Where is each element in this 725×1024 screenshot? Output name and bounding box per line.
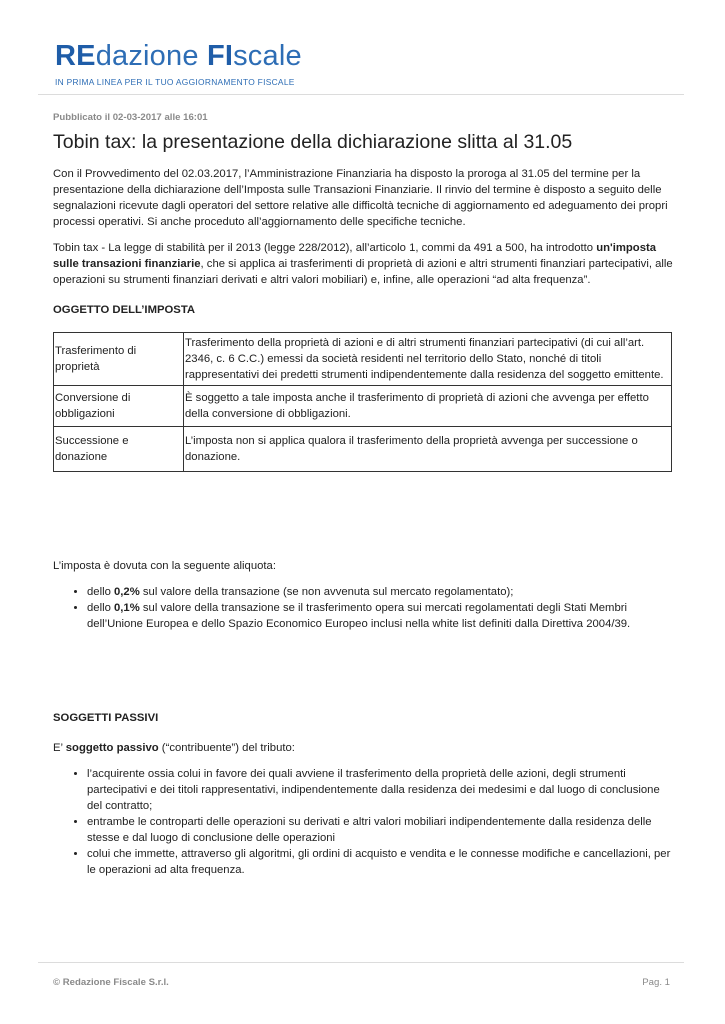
spacer — [53, 642, 673, 696]
site-logo[interactable] — [55, 40, 302, 90]
tobin-tax-paragraph: Tobin tax - La legge di stabilità per il 2013 (legge 228/2012), all’articolo 1, commi da 491 a 500, ha introdotto un'imposta sulle transazioni finanziarie, che si applica ai trasferimenti di proprietà di azioni e altri strumenti finanziari partecipativi, alle operazioni su strumenti finanziari derivati e altri valori mobiliari) e, infine, alle operazioni “ad alta frequenza”. — [53, 242, 673, 286]
list-item: • l’acquirente ossia colui in favore dei quali avviene il trasferimento della proprietà delle azioni, degli strumenti partecipativi e dei titoli rappresentativi, indipendentemente dalla residenza dei medesimi e dal luogo di conclusione del contratto; — [87, 766, 673, 814]
section-heading-soggetti: SOGGETTI PASSIVI — [53, 712, 159, 724]
table-value: Trasferimento della proprietà di azioni e di altri strumenti finanziari partecipativi (di cui all’art. 2346, c. 6 C.C.) emessi da società residenti nel territorio dello Stato, nonché di titoli rappresentativi dei predetti strumenti indipendentemente dalla residenza del soggetto emittente. — [184, 333, 672, 386]
article — [53, 110, 673, 888]
passive-intro: E’ soggetto passivo (“contribuente”) del tributo: — [53, 742, 295, 754]
logo-tagline: IN PRIMA LINEA PER IL TUO AGGIORNAMENTO FISCALE — [55, 77, 295, 87]
list-item: • dello 0,1% sul valore della transazione se il trasferimento opera sui mercati regolamentati degli Stati Membri dell’Unione Europea e dello Spazio Economico Europeo inclusi nella white list definiti dalla Direttiva 2004/39. — [87, 600, 673, 632]
table-key: Conversione di obbligazioni — [54, 386, 184, 427]
passive-list — [53, 766, 673, 878]
page-number: Pag. 1 — [642, 977, 670, 988]
table-value: L’imposta non si applica qualora il trasferimento della proprietà avvenga per successione o donazione. — [184, 427, 672, 472]
table-row — [54, 333, 672, 386]
logo-wordmark: REdazione FIscale — [55, 40, 302, 72]
rate-intro: L’imposta è dovuta con la seguente aliquota: — [53, 560, 276, 572]
section-heading-oggetto: OGGETTO DELL’IMPOSTA — [53, 304, 196, 316]
table-row — [54, 386, 672, 427]
footer-divider — [38, 962, 684, 963]
table-key: Trasferimento di proprietà — [54, 333, 184, 386]
table-key: Successione e donazione — [54, 427, 184, 472]
header-divider — [38, 94, 684, 95]
table-row — [54, 427, 672, 472]
list-item: • colui che immette, attraverso gli algoritmi, gli ordini di acquisto e vendita e le connesse modifiche e cancellazioni, per le operazioni ad alta frequenza. — [87, 846, 673, 878]
table-value: È soggetto a tale imposta anche il trasferimento di proprietà di azioni che avvenga per effetto della conversione di obbligazioni. — [184, 386, 672, 427]
page-footer — [53, 975, 670, 991]
publish-date: Pubblicato il 02-03-2017 alle 16:01 — [53, 112, 208, 123]
list-item: • entrambe le controparti delle operazioni su derivati e altri valori mobiliari indipendentemente dalla residenza delle stesse e dal luogo di conclusione delle operazioni — [87, 814, 673, 846]
list-item: • dello 0,2% sul valore della transazione (se non avvenuta sul mercato regolamentato); — [87, 584, 673, 600]
article-title: Tobin tax: la presentazione della dichiarazione slitta al 31.05 — [53, 131, 573, 153]
copyright: © Redazione Fiscale S.r.l. — [53, 977, 169, 988]
intro-paragraph: Con il Provvedimento del 02.03.2017, l’Amministrazione Finanziaria ha disposto la proroga al 31.05 del termine per la presentazione della dichiarazione dell’Imposta sulle Transazioni Finanziarie. Il rinvio del termine è disposto a seguito delle segnalazioni ricevute dagli operatori del settore relative alle difficoltà tecniche di aggiornamento ed adeguamento dei propri processi operativi. Si anche proceduto all’aggiornamento delle specifiche tecniche. — [53, 168, 668, 228]
tax-object-table — [53, 332, 672, 472]
rate-list — [53, 584, 673, 632]
